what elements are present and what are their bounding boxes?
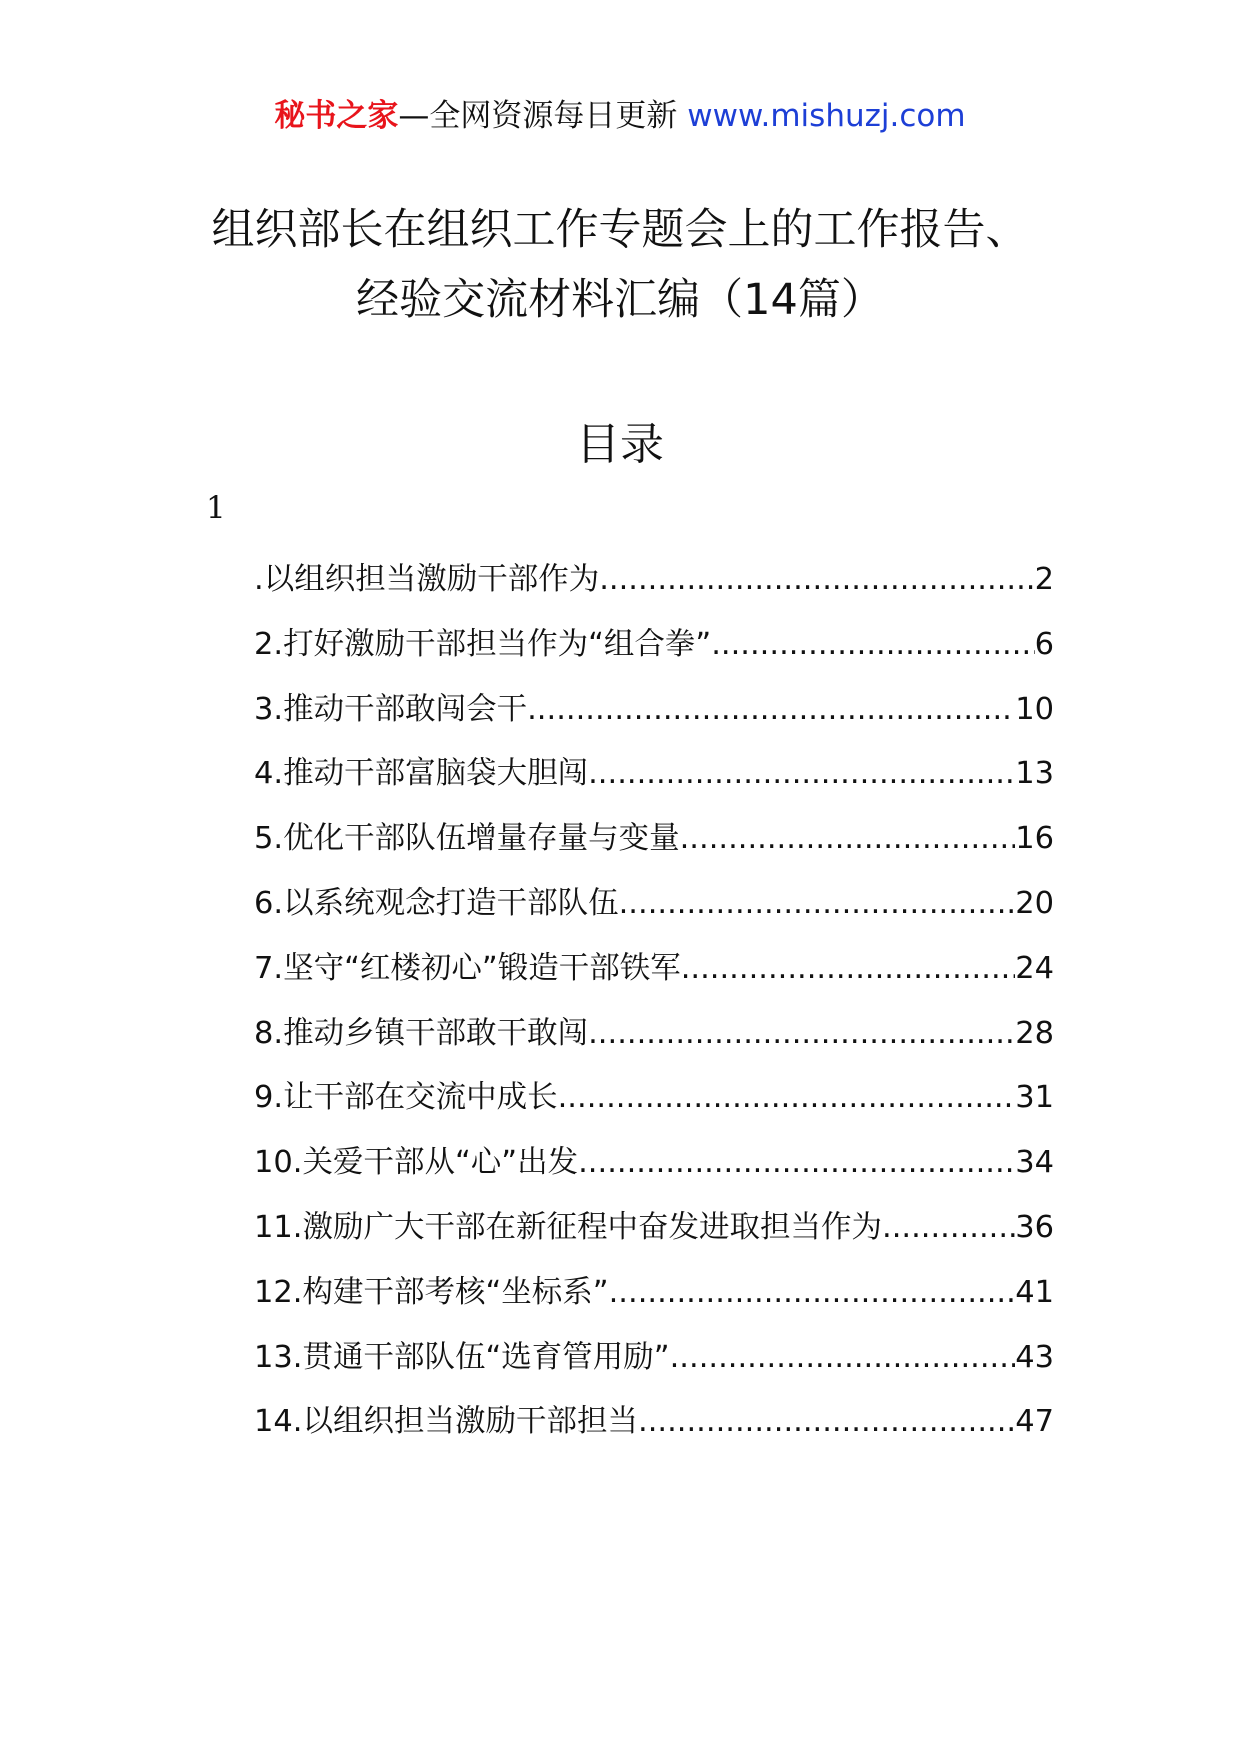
toc-entry[interactable] <box>254 754 1054 819</box>
toc-leader-dots <box>882 1208 1015 1248</box>
toc-entry-page: 31 <box>1015 1080 1054 1116</box>
toc-entry-label: 8.推动乡镇干部敢干敢闯 <box>254 1015 589 1051</box>
toc-entry-label: 2.打好激励干部担当作为“组合拳” <box>254 626 712 662</box>
table-of-contents <box>254 560 1054 1467</box>
toc-entry[interactable] <box>254 560 1054 625</box>
toc-leader-dots <box>670 1338 1016 1378</box>
toc-entry[interactable] <box>254 1014 1054 1079</box>
toc-entry-label: 5.优化干部队伍增量存量与变量 <box>254 821 680 857</box>
brand-name: 秘书之家 <box>274 98 399 134</box>
toc-leader-dots <box>578 1143 1015 1183</box>
toc-first-number: 1 <box>206 490 226 526</box>
toc-entry-label: 6.以系统观念打造干部队伍 <box>254 885 619 921</box>
toc-entry-page: 10 <box>1015 691 1054 727</box>
document-title-line-2: 经验交流材料汇编（14篇） <box>356 275 884 325</box>
toc-entry[interactable] <box>254 1338 1054 1403</box>
toc-entry-page: 16 <box>1015 821 1054 857</box>
site-url-link[interactable]: www.mishuzj.com <box>687 98 966 134</box>
toc-leader-dots <box>681 949 1015 989</box>
toc-entry[interactable] <box>254 949 1054 1014</box>
toc-entry-label: .以组织担当激励干部作为 <box>254 562 600 597</box>
toc-entry[interactable] <box>254 625 1054 690</box>
toc-entry-page: 2 <box>1034 562 1054 597</box>
toc-entry[interactable] <box>254 690 1054 755</box>
toc-entry[interactable] <box>254 1208 1054 1273</box>
document-title-line-1: 组织部长在组织工作专题会上的工作报告、 <box>211 205 1029 255</box>
toc-entry-label: 10.关爱干部从“心”出发 <box>254 1145 579 1181</box>
toc-entry-page: 6 <box>1034 626 1054 662</box>
toc-entry[interactable] <box>254 1402 1054 1467</box>
site-header <box>0 96 1240 136</box>
toc-entry-page: 13 <box>1015 756 1054 792</box>
toc-entry-page: 24 <box>1015 950 1054 986</box>
toc-leader-dots <box>599 560 1034 600</box>
toc-entry-label: 4.推动干部富脑袋大胆闯 <box>254 756 589 792</box>
toc-entry[interactable] <box>254 1273 1054 1338</box>
toc-entry-label: 9.让干部在交流中成长 <box>254 1080 558 1116</box>
toc-leader-dots <box>527 690 1015 730</box>
toc-entry[interactable] <box>254 819 1054 884</box>
toc-entry-page: 28 <box>1015 1015 1054 1051</box>
toc-entry-label: 3.推动干部敢闯会干 <box>254 691 528 727</box>
toc-leader-dots <box>638 1402 1015 1442</box>
toc-leader-dots <box>588 754 1015 794</box>
toc-entry-page: 20 <box>1015 885 1054 921</box>
toc-heading: 目录 <box>576 419 664 470</box>
header-tagline: —全网资源每日更新 <box>398 98 688 134</box>
toc-entry-label: 14.以组织担当激励干部担当 <box>254 1404 639 1440</box>
toc-entry-page: 43 <box>1015 1339 1054 1375</box>
toc-leader-dots <box>588 1014 1015 1054</box>
toc-entry-page: 34 <box>1015 1145 1054 1181</box>
toc-leader-dots <box>609 1273 1016 1313</box>
toc-leader-dots <box>619 884 1016 924</box>
toc-leader-dots <box>680 819 1016 859</box>
toc-entry-page: 36 <box>1015 1209 1054 1245</box>
toc-entry[interactable] <box>254 884 1054 949</box>
toc-entry-label: 11.激励广大干部在新征程中奋发进取担当作为 <box>254 1209 883 1245</box>
toc-entry[interactable] <box>254 1078 1054 1143</box>
toc-entry[interactable] <box>254 1143 1054 1208</box>
toc-entry-label: 7.坚守“红楼初心”锻造干部铁军 <box>254 950 681 986</box>
toc-entry-page: 47 <box>1015 1404 1054 1440</box>
toc-entry-label: 12.构建干部考核“坐标系” <box>254 1274 609 1310</box>
toc-entry-page: 41 <box>1015 1274 1054 1310</box>
toc-leader-dots <box>711 625 1034 665</box>
toc-leader-dots <box>558 1078 1016 1118</box>
toc-entry-label: 13.贯通干部队伍“选育管用励” <box>254 1339 670 1375</box>
